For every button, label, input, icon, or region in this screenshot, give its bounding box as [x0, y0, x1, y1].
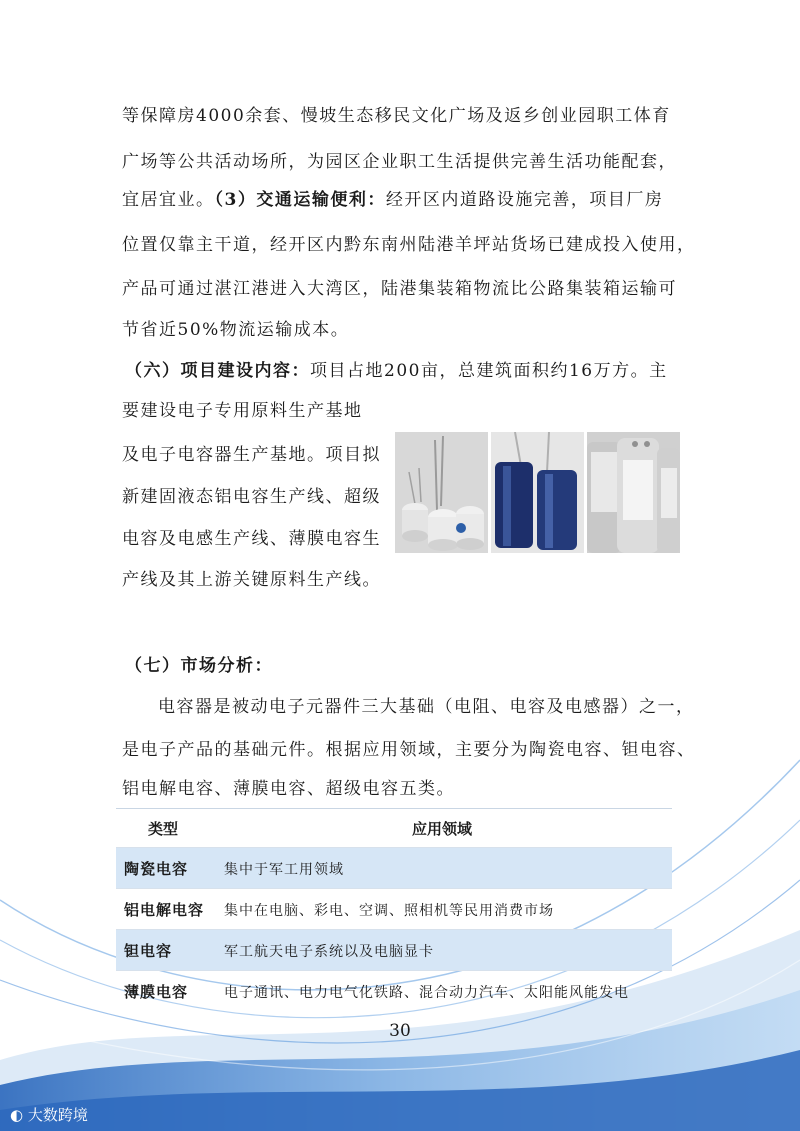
subheading-transport: （3）交通运输便利： — [214, 190, 386, 210]
section-6-line-3: 及电子电容器生产基地。项目拟 — [122, 445, 381, 465]
section-6-line-6: 产线及其上游关键原料生产线。 — [122, 570, 381, 590]
section-7-line-3: 铝电解电容、薄膜电容、超级电容五类。 — [122, 779, 455, 799]
cell-application: 集中于军工用领域 — [224, 862, 344, 878]
capacitor-photos — [395, 432, 680, 553]
table-row — [116, 970, 672, 1011]
table-row — [116, 888, 672, 929]
section-6-line-2: 要建设电子专用原料生产基地 — [122, 401, 363, 421]
cell-application: 电子通讯、电力电气化铁路、混合动力汽车、太阳能风能发电 — [224, 985, 629, 1001]
table-row — [116, 929, 672, 970]
cell-type: 陶瓷电容 — [124, 860, 189, 878]
section-6-line-4: 新建固液态铝电容生产线、超级 — [122, 487, 381, 507]
para-text: 宜居宜业。 — [122, 190, 215, 210]
para-text: 经开区内道路设施完善，项目厂房 — [385, 190, 664, 210]
para-line-2: 广场等公共活动场所，为园区企业职工生活提供完善生活功能配套， — [122, 152, 677, 172]
cell-type: 薄膜电容 — [124, 983, 189, 1001]
cell-application: 军工航天电子系统以及电脑显卡 — [224, 944, 434, 960]
page-number: 30 — [389, 1021, 411, 1041]
column-header-application: 应用领域 — [412, 820, 473, 838]
cell-type: 钽电容 — [124, 942, 173, 960]
para-line-4: 位置仅靠主干道，经开区内黔东南州陆港羊坪站货场已建成投入使用， — [122, 235, 696, 255]
cell-type: 铝电解电容 — [124, 901, 205, 919]
para-line-5: 产品可通过湛江港进入大湾区，陆港集装箱物流比公路集装箱运输可 — [122, 279, 677, 299]
section-7-line-2: 是电子产品的基础元件。根据应用领域，主要分为陶瓷电容、钽电容、 — [122, 740, 696, 760]
capacitor-type-table — [116, 808, 672, 1011]
cell-application: 集中在电脑、彩电、空调、照相机等民用消费市场 — [224, 903, 554, 919]
photo-solid-capacitors — [395, 432, 488, 553]
section-6-line-5: 电容及电感生产线、薄膜电容生 — [122, 529, 381, 549]
para-line-3 — [122, 188, 663, 212]
para-line-1: 等保障房4000余套、慢坡生态移民文化广场及返乡创业园职工体育 — [122, 106, 671, 126]
watermark-logo-icon: ◐ — [10, 1106, 28, 1124]
section-6-line-1 — [125, 359, 668, 383]
watermark — [10, 1104, 88, 1125]
section-6-heading: （六）项目建设内容： — [125, 361, 310, 381]
photo-electrolytic-capacitors — [491, 432, 584, 553]
table-row — [116, 847, 672, 888]
photo-film-capacitors — [587, 432, 680, 553]
table-header — [116, 808, 672, 847]
section-6-text: 项目占地200亩，总建筑面积约16万方。主 — [310, 361, 668, 381]
section-7-line-1: 电容器是被动电子元器件三大基础（电阻、电容及电感器）之一， — [158, 697, 695, 717]
column-header-type: 类型 — [148, 820, 179, 838]
section-7-heading: （七）市场分析： — [125, 656, 273, 676]
para-line-6: 节省近50%物流运输成本。 — [122, 320, 350, 340]
watermark-text: 大数跨境 — [27, 1106, 88, 1124]
